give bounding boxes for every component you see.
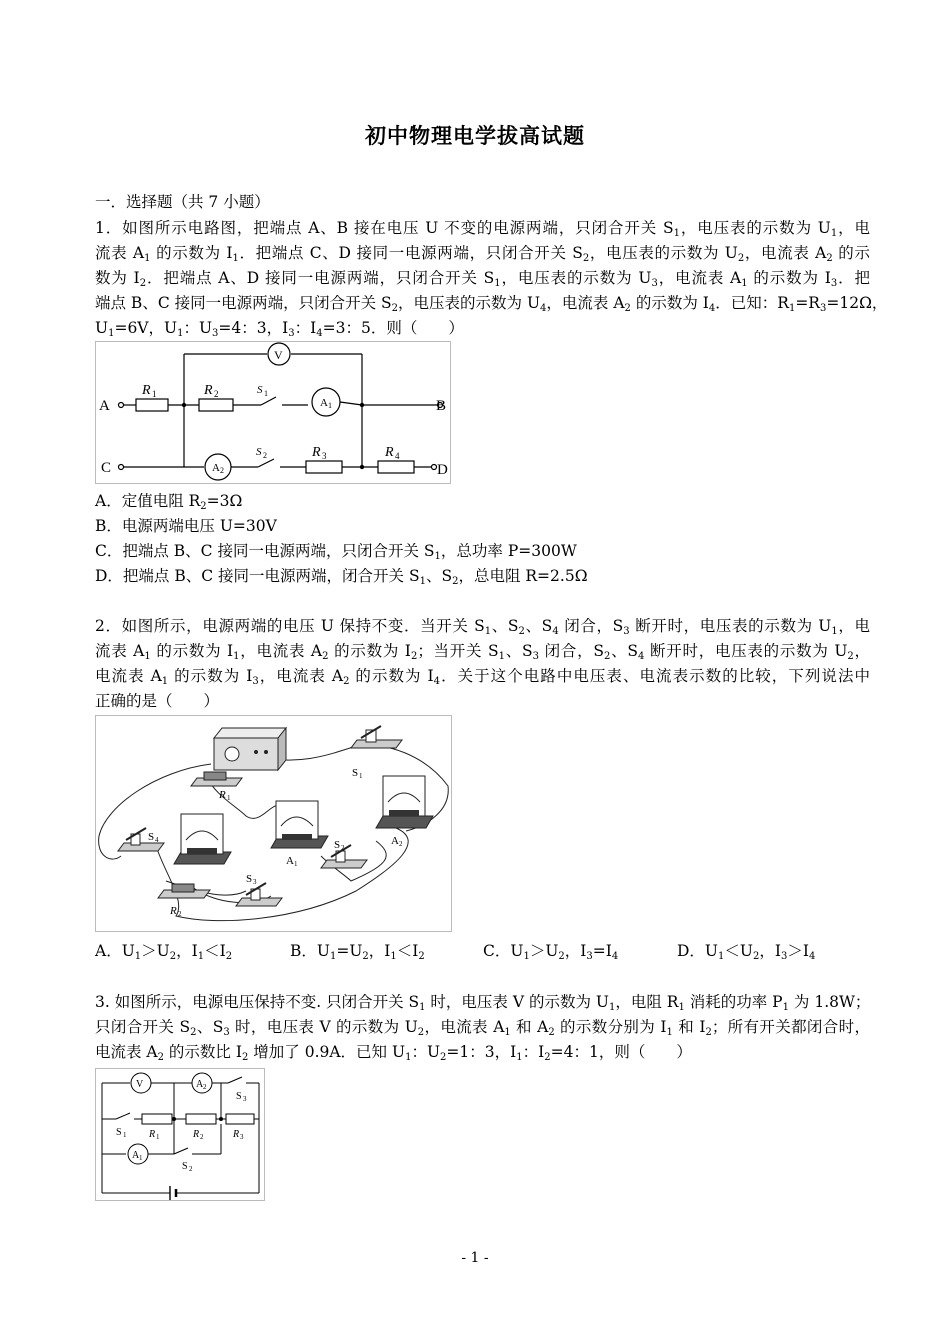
text-segment: 闭合，S [538,642,604,660]
r1-label: R [219,789,226,801]
text-segment: 的示数比 I [164,1043,242,1061]
subscript: 1 [419,576,426,587]
text-segment: C．U [483,942,524,960]
subscript: 3 [532,651,539,662]
subscript: 3 [252,676,259,687]
subscript: 2 [544,1052,551,1063]
ammeter-a2-icon [376,776,433,828]
text-segment: 时，电压表 V 的示数为 U [229,1018,418,1036]
text-segment: ．把端点 A、D 接同一电源两端，只闭合开关 S [146,269,495,287]
subscript: 4 [611,951,619,962]
s3-subscript: 3 [253,878,257,886]
subscript: 1 [673,228,680,239]
q3-circuit-diagram [95,1068,265,1201]
subscript: 3 [780,951,788,962]
r1-label: R [142,383,151,398]
s4-label: S [148,831,155,843]
subscript: 3 [288,328,295,339]
subscript: 4 [808,951,816,962]
text-segment: ，电压表的示数为 U [398,294,541,312]
subscript: 2 [847,651,854,662]
subscript: 3 [223,1027,230,1038]
terminal-a-label: A [99,398,110,414]
text-segment: 电流表 A [95,1043,158,1061]
subscript: 4 [708,303,716,314]
subscript: 2 [624,303,631,314]
ammeter-a2-label: A [212,462,220,474]
text-segment: 增加了 0.9A．已知 U [248,1043,406,1061]
subscript: 1 [523,951,530,962]
r4-subscript: 4 [395,451,400,461]
s1-label: S [257,384,263,396]
subscript: 1 [419,1002,426,1013]
text-segment: ＜U [724,942,753,960]
text-segment: =3Ω [206,492,243,510]
text-segment: 、S [504,642,533,660]
s2-subscript: 2 [341,844,345,852]
text-segment: ，I [368,942,391,960]
a1-label: A [286,855,294,867]
text-segment: ，电流表 A [657,269,742,287]
r2-subscript: 2 [200,1133,204,1141]
subscript: 1 [434,551,441,562]
text-segment: D．把端点 B、C 接同一电源两端，闭合开关 S [95,567,420,585]
r3-label: R [233,1129,240,1140]
text-segment: ．把 [837,269,870,287]
resistor-r2-icon [158,884,210,898]
r1-label: R [149,1129,156,1140]
r1-subscript: 1 [227,794,231,802]
q2-option-c [483,939,663,964]
subscript: 4 [637,651,645,662]
subscript: 2 [417,1027,425,1038]
text-segment: 的示数为 I [150,642,234,660]
subscript: 2 [157,1052,164,1063]
text-segment: 端点 B、C 接同一电源两端，只闭合开关 S [95,294,392,312]
power-supply-icon [214,728,286,770]
text-segment: ，电流表 A [239,642,323,660]
q1-option-a [95,489,870,514]
r3-subscript: 3 [322,451,327,461]
subscript: 1 [678,1002,685,1013]
subscript: 4 [433,676,441,687]
q1-option-c [95,539,870,564]
text-segment: ，I [564,942,587,960]
text-segment: B．U [290,942,330,960]
text-segment: ，电 [837,617,871,635]
subscript: 3 [623,626,630,637]
text-segment: =I [592,942,612,960]
subscript: 2 [343,676,350,687]
q1-line [95,291,888,316]
q3-line [95,1015,870,1040]
subscript: 2 [705,1027,712,1038]
text-segment: =4：3，I [218,319,289,337]
subscript: 1 [782,1002,789,1013]
text-segment: ，电流表 A [424,1018,505,1036]
r1-subscript: 1 [152,389,157,399]
subscript: 1 [741,278,748,289]
text-segment: ＞I [787,942,809,960]
text-segment: =6V，U [114,319,178,337]
subscript: 2 [826,253,833,264]
subscript: 1 [390,951,397,962]
text-segment: ；所有开关都闭合时， [711,1018,870,1036]
subscript: 2 [225,951,233,962]
s2-subscript: 2 [263,451,267,460]
subscript: 2 [558,951,565,962]
terminal-b-label: B [436,398,447,414]
subscript: 1 [498,651,505,662]
subscript: 3 [819,303,827,314]
terminal-d-label: D [437,462,448,478]
s4-subscript: 4 [155,836,159,844]
r2-label: R [170,905,177,917]
subscript: 2 [548,1027,555,1038]
q2-line [95,614,870,639]
subscript: 1 [161,676,169,687]
q1-circuit-diagram [95,341,451,484]
text-segment: 闭合，S [558,617,624,635]
text-segment: ，电流表 A [744,244,827,262]
q1-option-d [95,564,870,589]
a2-subscript: 2 [399,840,403,848]
q1-line [95,216,870,241]
ammeter-a1-subscript: 1 [328,401,332,410]
subscript: 2 [200,501,207,512]
s3-label: S [246,873,253,885]
text-segment: A．U [95,942,135,960]
text-segment: =12Ω， [826,294,888,312]
subscript: 1 [134,951,142,962]
ammeter-a2-label: A [196,1079,204,1090]
subscript: 2 [322,651,329,662]
s3-subscript: 3 [243,1095,247,1103]
text-segment: A．定值电阻 R [95,492,201,510]
voltmeter-label: V [274,348,283,362]
q2-option-d [677,939,867,964]
text-segment: 、S [610,642,638,660]
text-segment: =U [336,942,363,960]
q2-line [95,664,870,689]
subscript: 2 [362,951,369,962]
subscript: 1 [666,1027,673,1038]
text-segment: U [95,319,109,337]
text-segment: ，总电阻 R=2.5Ω [458,567,588,585]
s2-label: S [256,446,262,458]
text-segment: 的示数为 I [349,667,434,685]
text-segment: D．U [677,942,718,960]
text-segment: ＜I [396,942,419,960]
text-segment: ：I [522,1043,545,1061]
subscript: 2 [410,651,418,662]
a1-subscript: 1 [294,860,298,868]
text-segment: =R [795,294,820,312]
subscript: 1 [232,253,239,264]
text-segment: 数为 I [95,269,140,287]
r3-label: R [312,445,321,460]
text-segment: 消耗的功率 P [684,993,783,1011]
subscript: 1 [788,303,796,314]
subscript: 2 [391,303,399,314]
ammeter-a1-icon [271,801,328,848]
text-segment: 断开时，电压表的示数为 U [629,617,832,635]
q3-line [95,1040,870,1065]
q2-option-b [290,939,470,964]
subscript: 1 [830,228,838,239]
s2-label: S [182,1161,188,1172]
page-number: - 1 - [461,1250,489,1266]
text-segment: =3：5．则（ ） [322,319,464,337]
subscript: 1 [177,328,184,339]
text-segment: 时，电压表 V 的示数为 U [425,993,609,1011]
text-segment: ＞U [141,942,170,960]
text-segment: ，电压表的示数为 U [589,244,738,262]
text-segment: ，I [176,942,198,960]
subscript: 2 [452,576,459,587]
section-heading: 一．选择题（共 7 小题） [95,193,270,211]
text-segment: 、S [425,567,453,585]
text-segment: B．电源两端电压 U=30V [95,517,277,535]
text-segment: ，I [759,942,781,960]
text-segment: ，总功率 P=300W [440,542,577,560]
q2-apparatus-diagram [95,715,452,932]
ammeter-a2-subscript: 2 [203,1083,207,1091]
q1-option-b [95,514,870,539]
r4-label: R [385,445,394,460]
subscript: 1 [504,1027,511,1038]
terminal-c-label: C [101,460,112,476]
subscript: 1 [516,1052,523,1063]
subscript: 3 [651,278,658,289]
subscript: 1 [197,951,205,962]
text-segment: C．把端点 B、C 接同一电源两端，只闭合开关 S [95,542,435,560]
text-segment: 1．如图所示电路图，把端点 A、B 接在电压 U 不变的电源两端，只闭合开关 S [95,219,674,237]
voltmeter-icon [174,814,231,864]
text-segment: 3. 如图所示，电源电压保持不变. 只闭合开关 S [95,993,420,1011]
s1-label: S [116,1127,122,1138]
text-segment: 、S [196,1018,224,1036]
ammeter-a1-label: A [320,397,328,409]
text-segment: ．已知：R [715,294,789,312]
text-segment: 的示数为 I [747,269,831,287]
text-segment: 和 I [672,1018,706,1036]
text-segment: ＞U [529,942,559,960]
text-segment: 流表 A [95,244,145,262]
text-segment: 的示数为 I [630,294,709,312]
subscript: 2 [752,951,760,962]
text-segment: 为 1.8W； [789,993,871,1011]
text-segment: ．把端点 C、D 接同一电源两端，只闭合开关 S [238,244,583,262]
text-segment: 断开时，电压表的示数为 U [644,642,848,660]
text-segment: ：U [183,319,213,337]
s2-subscript: 2 [189,1165,193,1173]
a2-label: A [391,835,399,847]
text-segment: 和 A [510,1018,549,1036]
text-segment: 的示数为 I [168,667,253,685]
r2-subscript: 2 [178,910,182,918]
q2-option-a [95,939,275,964]
switch-s1-icon [351,726,402,748]
text-segment: ，电压表的示数为 U [679,219,831,237]
subscript: 4 [552,626,559,637]
subscript: 1 [144,253,151,264]
subscript: 2 [418,951,425,962]
subscript: 1 [608,1002,616,1013]
text-segment: 的示 [832,244,870,262]
text-segment: 的示数为 I [328,642,411,660]
s3-label: S [236,1091,242,1102]
ammeter-a2-subscript: 2 [220,466,224,475]
s1-subscript: 1 [123,1131,127,1139]
subscript: 2 [241,1052,249,1063]
text-segment: 、S [524,617,553,635]
q1-line [95,241,870,266]
r3-subscript: 3 [240,1133,244,1141]
text-segment: ：I [294,319,317,337]
s1-label: S [352,767,359,779]
subscript: 2 [737,253,745,264]
subscript: 4 [316,328,323,339]
text-segment: ，电流表 A [546,294,625,312]
text-segment: ：U [411,1043,441,1061]
text-segment: ， [853,642,871,660]
text-segment: 流表 A [95,642,145,660]
r1-subscript: 1 [156,1133,160,1141]
subscript: 2 [139,278,147,289]
subscript: 2 [518,626,525,637]
subscript: 1 [233,651,240,662]
text-segment: =4：1，则（ ） [550,1043,692,1061]
subscript: 1 [494,278,501,289]
subscript: 3 [212,328,219,339]
text-segment: ＜I [204,942,226,960]
switch-s3-icon [236,883,282,906]
subscript: 1 [405,1052,412,1063]
subscript: 2 [190,1027,197,1038]
q2-line [95,689,870,714]
subscript: 4 [540,303,547,314]
s1-subscript: 1 [359,772,363,780]
text-segment: ．关于这个电路中电压表、电流表示数的比较，下列说法中 [440,667,870,685]
text-segment: 、S [491,617,519,635]
s2-label: S [334,839,341,851]
q1-line [95,266,870,291]
text-segment: =1：3，I [446,1043,517,1061]
subscript: 3 [586,951,593,962]
subscript: 2 [440,1052,447,1063]
r2-label: R [204,383,213,398]
s1-subscript: 1 [264,389,268,398]
subscript: 3 [830,278,838,289]
subscript: 1 [329,951,337,962]
text-segment: 正确的是（ ） [95,692,220,710]
subscript: 1 [831,626,838,637]
text-segment: 电流表 A [95,667,162,685]
subscript: 1 [108,328,115,339]
subscript: 2 [582,253,590,264]
text-segment: 只闭合开关 S [95,1018,191,1036]
text-segment: ，电压表的示数为 U [500,269,652,287]
subscript: 1 [144,651,151,662]
q3-line [95,990,870,1015]
voltmeter-label: V [136,1079,144,1090]
ammeter-a1-label: A [132,1150,140,1161]
text-segment: 的示数分别为 I [554,1018,667,1036]
text-segment: ；当开关 S [417,642,499,660]
text-segment: 的示数为 I [150,244,233,262]
ammeter-a1-subscript: 1 [139,1154,143,1162]
text-segment: ，电阻 R [615,993,679,1011]
text-segment: ，电 [837,219,870,237]
subscript: 2 [169,951,177,962]
subscript: 2 [603,651,611,662]
text-segment: 2．如图所示，电源两端的电压 U 保持不变．当开关 S [95,617,485,635]
q1-line [95,316,870,341]
r2-subscript: 2 [214,389,219,399]
page-title: 初中物理电学拔高试题 [365,123,585,148]
text-segment: ，电流表 A [258,667,344,685]
r2-label: R [193,1129,200,1140]
q2-line [95,639,870,664]
subscript: 1 [484,626,492,637]
subscript: 1 [718,951,725,962]
resistor-r1-icon [191,772,242,786]
